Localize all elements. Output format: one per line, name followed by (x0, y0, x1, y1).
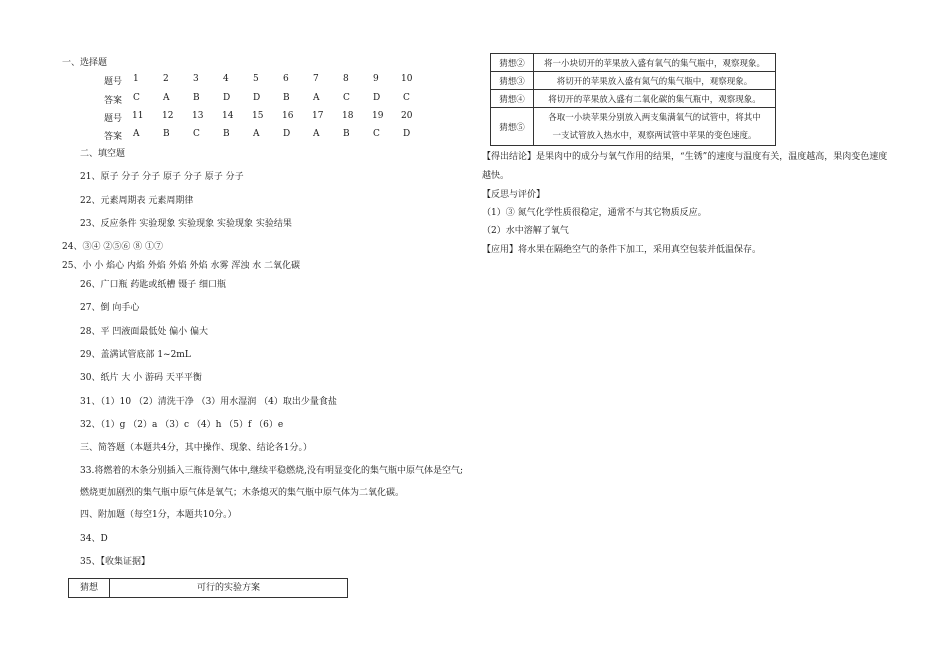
answer-cell: C (133, 93, 140, 103)
answer-cell: 16 (282, 111, 294, 121)
guess-label: 猜想② (491, 54, 534, 72)
answer-cell: D (223, 93, 231, 103)
answer-cell: 6 (283, 74, 289, 84)
answer-cell: A (313, 93, 320, 103)
plan-text: 将切开的苹果放入盛有氮气的集气瓶中，观察现象。 (534, 72, 776, 90)
table-row (491, 90, 776, 108)
conclusion-line: 越快。 (482, 171, 510, 181)
answer-cell: 题号 (104, 114, 123, 124)
answer-line: 22、元素周期表 元素周期律 (80, 196, 194, 206)
answer-cell: A (313, 129, 320, 139)
answer-line: 21、原子 分子 分子 原子 分子 原子 分子 (80, 172, 244, 182)
guess-label: 猜想⑤ (491, 108, 534, 146)
answer-line: 26、广口瓶 药匙或纸槽 镊子 细口瓶 (80, 280, 227, 290)
answer-line: 31、（1）10 （2）清洗干净 （3）用水湿润 （4）取出少量食盐 (80, 397, 337, 407)
answer-cell: 2 (163, 74, 169, 84)
answer-line: 燃烧更加剧烈的集气瓶中原气体是氧气；木条熄灭的集气瓶中原气体为二氧化碳。 (80, 488, 405, 498)
answer-cell: 20 (401, 111, 413, 121)
answer-cell: A (163, 93, 170, 103)
answer-line: 28、平 凹液面最低处 偏小 偏大 (80, 327, 209, 337)
section-short-answer-title: 三、简答题（本题共4分，其中操作、现象、结论各1分。） (80, 443, 312, 453)
section-extra-title: 四、附加题（每空1分，本题共10分。） (80, 510, 237, 520)
answer-cell: D (373, 93, 381, 103)
answer-cell: 18 (342, 111, 354, 121)
answer-cell: 7 (313, 74, 319, 84)
answer-cell: 8 (343, 74, 349, 84)
answer-cell: 17 (312, 111, 324, 121)
answer-cell: C (403, 93, 410, 103)
answer-cell: 11 (132, 111, 144, 121)
answer-cell: C (343, 93, 350, 103)
answer-cell: 1 (133, 74, 139, 84)
table-header-plan: 可行的实验方案 (196, 583, 260, 593)
answer-cell: C (193, 129, 200, 139)
section-choice-title: 一、选择题 (62, 58, 108, 68)
reflect-title: 【反思与评价】 (482, 190, 546, 200)
answer-cell: 答案 (104, 96, 123, 106)
answer-cell: B (223, 129, 230, 139)
answer-line: 23、反应条件 实验现象 实验现象 实验现象 实验结果 (80, 219, 292, 229)
guess-label: 猜想③ (491, 72, 534, 90)
answer-cell: 5 (253, 74, 259, 84)
table-header-guess: 猜想 (69, 579, 110, 597)
section-fill-title: 二、填空题 (80, 149, 126, 159)
answer-line: 34、D (80, 534, 108, 544)
plan-text: 一支试管放入热水中，观察两试管中苹果的变色速度。 (552, 130, 757, 141)
answer-cell: D (253, 93, 261, 103)
answer-cell: 4 (223, 74, 229, 84)
plan-text: 将切开的苹果放入盛有二氧化碳的集气瓶中，观察现象。 (534, 90, 776, 108)
answer-cell: 3 (193, 74, 199, 84)
conclusion-line: 【得出结论】是果肉中的成分与氧气作用的结果，“生锈”的速度与温度有关，温度越高，果肉变色速度 (482, 152, 888, 162)
answer-line: 32、（1）g （2）a （3）c （4）h （5）f （6）e (80, 420, 284, 430)
answer-cell: 答案 (104, 132, 123, 142)
answer-cell: 12 (162, 111, 174, 121)
answer-cell: D (403, 129, 411, 139)
answer-cell: 19 (372, 111, 384, 121)
answer-cell: 9 (373, 74, 379, 84)
plan-text: 将一小块切开的苹果放入盛有氧气的集气瓶中，观察现象。 (534, 54, 776, 72)
plan-text: 各取一小块苹果分别放入两支集满氧气的试管中，将其中 (548, 112, 761, 123)
answer-cell: A (253, 129, 260, 139)
table-row (491, 72, 776, 90)
answer-line: 27、倒 向手心 (80, 303, 140, 313)
table-row (491, 54, 776, 72)
answer-cell: B (163, 129, 170, 139)
answer-cell: C (373, 129, 380, 139)
answer-line: 35、【收集证据】 (80, 557, 150, 567)
reflect-line: （2）水中溶解了氧气 (482, 226, 569, 236)
reflect-line: （1）③ 氮气化学性质很稳定，通常不与其它物质反应。 (482, 208, 707, 218)
answer-cell: B (343, 129, 350, 139)
answer-cell: D (283, 129, 291, 139)
application-line: 【应用】将水果在隔绝空气的条件下加工，采用真空包装并低温保存。 (482, 245, 762, 255)
answer-line: 33.将燃着的木条分别插入三瓶待测气体中,继续平稳燃烧,没有明显变化的集气瓶中原气体是空气; (80, 466, 464, 476)
answer-cell: 10 (401, 74, 413, 84)
answer-line: 29、盖满试管底部 1~2mL (80, 350, 191, 360)
answer-line: 25、小 小 焰心 内焰 外焰 外焰 外焰 水雾 浑浊 水 二氧化碳 (62, 261, 301, 271)
guess-label: 猜想④ (491, 90, 534, 108)
answer-cell: 题号 (104, 77, 123, 87)
answer-line: 24、③④ ②⑤⑥ ⑧ ①⑦ (62, 242, 164, 252)
answer-cell: B (283, 93, 290, 103)
plan-text-cell (534, 108, 776, 146)
guess-table-header (68, 578, 348, 598)
table-row (491, 108, 776, 146)
answer-cell: 15 (252, 111, 264, 121)
answer-cell: 14 (222, 111, 234, 121)
answer-cell: B (193, 93, 200, 103)
experiment-table (490, 53, 776, 146)
answer-cell: A (133, 129, 140, 139)
answer-line: 30、纸片 大 小 游码 天平平衡 (80, 373, 202, 383)
answer-cell: 13 (192, 111, 204, 121)
